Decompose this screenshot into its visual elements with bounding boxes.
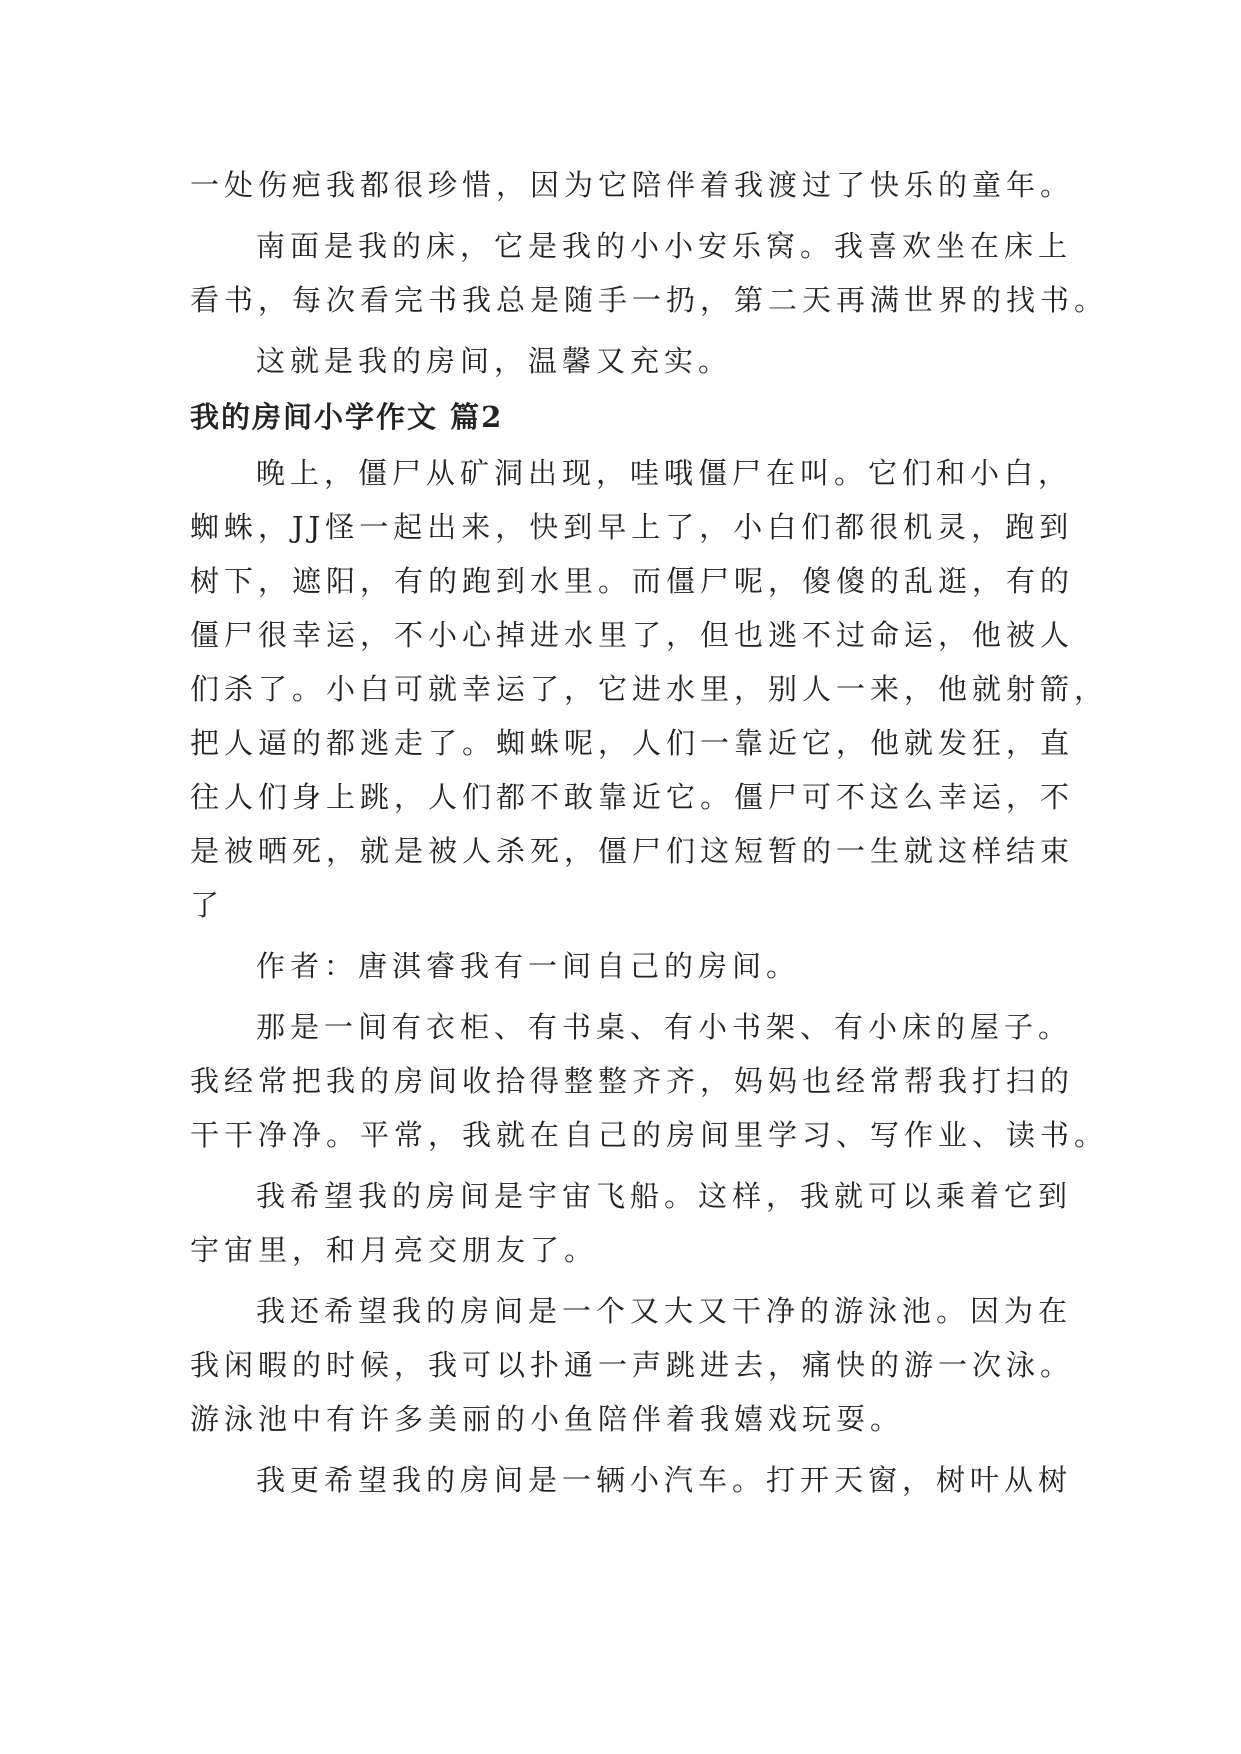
paragraph-line: 我经常把我的房间收拾得整整齐齐，妈妈也经常帮我打扫的 [190,1064,1075,1098]
paragraph-line: 作者：唐淇睿我有一间自己的房间。 [256,949,801,983]
paragraph-line: 树下，遮阳，有的跑到水里。而僵尸呢，傻傻的乱逛，有的 [190,564,1075,598]
paragraph-line: 僵尸很幸运，不小心掉进水里了，但也逃不过命运，他被人 [190,618,1075,652]
paragraph-line: 我闲暇的时候，我可以扑通一声跳进去，痛快的游一次泳。 [190,1348,1075,1382]
paragraph-line: 把人逼的都逃走了。蜘蛛呢，人们一靠近它，他就发狂，直 [190,726,1075,760]
paragraph-line: 宇宙里，和月亮交朋友了。 [190,1233,599,1267]
paragraph-line: 看书，每次看完书我总是随手一扔，第二天再满世界的找书。 [190,283,1109,317]
paragraph-line: 干干净净。平常，我就在自己的房间里学习、写作业、读书。 [190,1118,1109,1152]
paragraph-line: 我希望我的房间是宇宙飞船。这样，我就可以乘着它到 [256,1179,1073,1213]
paragraph-line: 一处伤疤我都很珍惜，因为它陪伴着我渡过了快乐的童年。 [190,168,1075,202]
paragraph-line: 那是一间有衣柜、有书桌、有小书架、有小床的屋子。 [256,1010,1073,1044]
paragraph-line: 晚上，僵尸从矿洞出现，哇哦僵尸在叫。它们和小白， [256,456,1073,490]
paragraph-line: 游泳池中有许多美丽的小鱼陪伴着我嬉戏玩耍。 [190,1402,905,1436]
document-body [190,158,1109,1507]
paragraph-line: 往人们身上跳，人们都不敢靠近它。僵尸可不这么幸运，不 [190,780,1075,814]
paragraph-line: 我更希望我的房间是一辆小汽车。打开天窗，树叶从树 [256,1463,1073,1497]
paragraph-line: 南面是我的床，它是我的小小安乐窝。我喜欢坐在床上 [256,229,1073,263]
paragraph-line: 了 [190,888,225,922]
paragraph-line: 是被晒死，就是被人杀死，僵尸们这短暂的一生就这样结束 [190,834,1075,868]
paragraph-line: 这就是我的房间，温馨又充实。 [256,344,733,378]
paragraph-line: 们杀了。小白可就幸运了，它进水里，别人一来，他就射箭， [190,672,1109,706]
section-title: 我的房间小学作文 篇2 [190,400,504,434]
paragraph-line: 蜘蛛，JJ怪一起出来，快到早上了，小白们都很机灵，跑到 [190,510,1074,544]
paragraph-line: 我还希望我的房间是一个又大又干净的游泳池。因为在 [256,1294,1073,1328]
